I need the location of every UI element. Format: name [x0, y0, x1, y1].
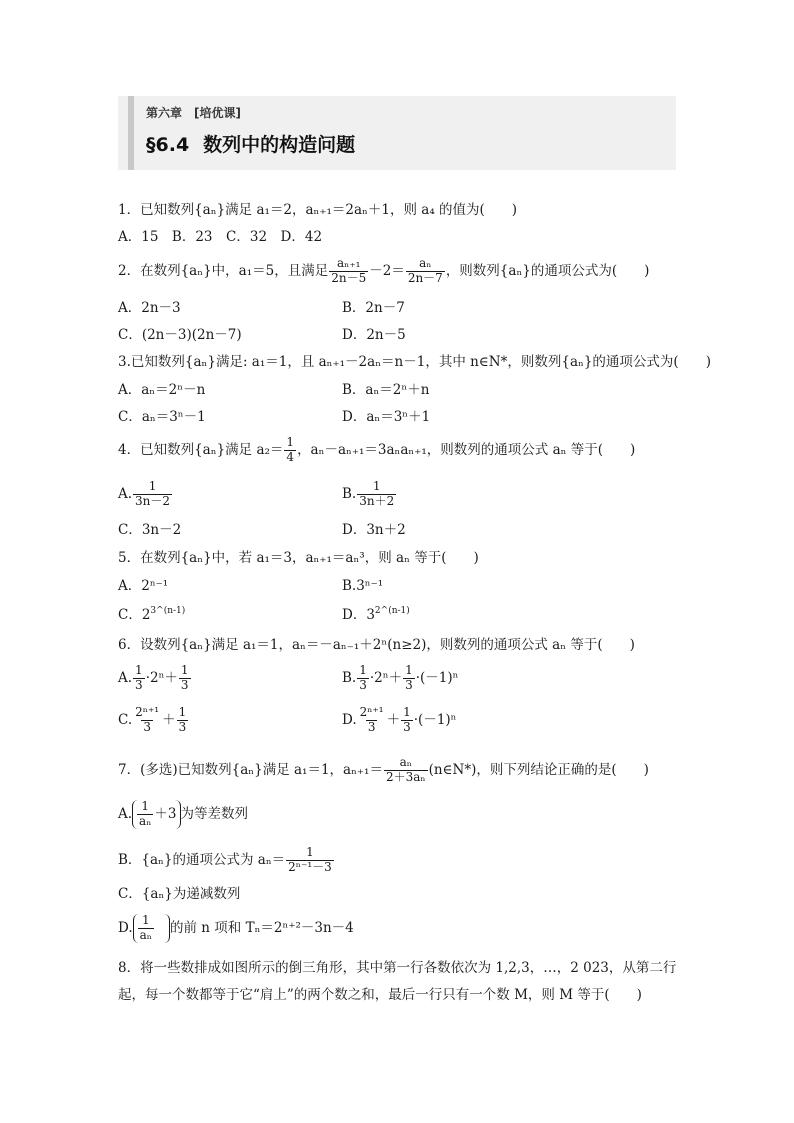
q6-b-f2-den: 3 — [405, 677, 413, 692]
q4-a-num: 1 — [148, 479, 157, 493]
q6-b-frac-2 — [403, 664, 415, 693]
q2-f1-den: 2n－5 — [331, 270, 367, 285]
q4-fraction — [284, 436, 296, 465]
q6-a-label: A. — [118, 669, 133, 686]
q2-fraction-2 — [406, 257, 445, 286]
q7-a-braces — [132, 800, 180, 829]
q3-option-c: C．aₙ＝3ⁿ－1 — [118, 409, 206, 425]
q4-b-fraction — [357, 480, 396, 509]
q5-d-exponent: 2^(n-1) — [374, 606, 410, 616]
question-8-line-1: 8．将一些数排成如图所示的倒三角形，其中第一行各数依次为 1,2,3，…，2 023，从第二行 — [118, 960, 677, 976]
q2-option-b: B．2n－7 — [342, 300, 405, 316]
q4-option-a — [118, 480, 173, 509]
q2-stem-pre: 2．在数列{aₙ}中，a₁＝5，且满足 — [118, 262, 329, 279]
q6-a-f1-den: 3 — [135, 677, 143, 692]
q7-option-d — [118, 914, 354, 943]
header-accent-bar — [128, 96, 134, 170]
question-1-options: A．15 B．23 C．32 D．42 — [118, 229, 323, 245]
q6-option-b — [342, 664, 459, 693]
q7-fraction — [384, 756, 428, 785]
q2-f1-num: aₙ₊₁ — [336, 256, 361, 270]
q7-b-den: 2ⁿ⁻¹－3 — [288, 859, 332, 874]
q6-d-frac-1 — [358, 706, 386, 735]
q6-b-f1-num: 1 — [359, 663, 367, 677]
q7-f-num: aₙ — [399, 755, 412, 769]
q7-stem-post: (n∈N*)，则下列结论正确的是( ) — [428, 761, 649, 778]
q2-stem-post: ，则数列{aₙ}的通项公式为( ) — [445, 262, 650, 279]
question-7-stem — [118, 756, 649, 785]
q6-d-f2-den: 3 — [403, 719, 411, 734]
q5-option-b: B.3ⁿ⁻¹ — [342, 578, 384, 594]
question-3-stem: 3.已知数列{aₙ}满足: a₁＝1，且 aₙ₊₁－2aₙ＝n－1，其中 n∈N*，则数列{aₙ}的通项公式为( ) — [118, 354, 711, 370]
q7-option-b — [118, 846, 335, 875]
q4-b-label: B. — [342, 485, 357, 502]
q4-b-num: 1 — [372, 479, 381, 493]
q5-c-exponent: 3^(n-1) — [150, 606, 186, 616]
q6-b-text-2: ·(－1)ⁿ — [415, 669, 459, 686]
q6-a-f2-num: 1 — [180, 663, 189, 677]
q4-b-den: 3n＋2 — [359, 493, 395, 508]
q6-d-frac-2 — [401, 706, 413, 735]
q4-f-num: 1 — [286, 435, 295, 449]
q4-option-b — [342, 480, 397, 509]
section-number: §6.4 — [146, 134, 190, 156]
q6-option-a — [118, 664, 192, 693]
q6-b-f2-num: 1 — [405, 663, 413, 677]
q2-f2-num: aₙ — [419, 256, 432, 270]
q6-option-c — [118, 706, 189, 735]
q6-d-label: D. — [342, 711, 357, 728]
q7-a-brace-tail: ＋3 — [154, 805, 177, 822]
q7-a-fraction — [137, 800, 153, 829]
q7-d-den: aₙ — [139, 927, 152, 942]
q2-f2-den: 2n－7 — [407, 270, 443, 285]
q6-c-f1-den: 3 — [143, 719, 151, 734]
chapter-tag: [培优课] — [194, 106, 241, 120]
q6-d-f1-den: 3 — [367, 719, 376, 734]
q6-a-frac-2 — [179, 664, 191, 693]
question-1-stem: 1．已知数列{aₙ}满足 a₁＝2，aₙ₊₁＝2aₙ＋1，则 a₄ 的值为( ) — [118, 202, 518, 218]
chapter-label — [146, 104, 241, 121]
q6-c-frac-1 — [133, 706, 161, 735]
q2-option-d: D．2n－5 — [342, 327, 406, 343]
q3-option-a: A．aₙ＝2ⁿ－n — [118, 382, 206, 398]
q4-a-den: 3n－2 — [135, 493, 171, 508]
q4-stem-post: ，aₙ－aₙ₊₁＝3aₙaₙ₊₁，则数列的通项公式 aₙ 等于( ) — [297, 441, 636, 458]
q7-option-c: C．{aₙ}为递减数列 — [118, 886, 241, 902]
q7-a-num: 1 — [141, 799, 150, 813]
q6-b-f1-den: 3 — [359, 677, 367, 692]
q4-f-den: 4 — [286, 449, 295, 464]
q6-b-label: B. — [342, 669, 357, 686]
q6-d-f1-num: 2ⁿ⁺¹ — [359, 705, 384, 719]
q5-d-label: D．3 — [342, 607, 375, 623]
q6-a-f2-den: 3 — [180, 677, 189, 692]
q6-option-d — [342, 706, 457, 735]
q6-c-frac-2 — [177, 706, 189, 735]
q5-option-a: A．2ⁿ⁻¹ — [118, 578, 169, 594]
chapter-name: 第六章 — [146, 106, 183, 120]
q6-a-frac-1 — [133, 664, 145, 693]
q4-stem-pre: 4．已知数列{aₙ}满足 a₂＝ — [118, 441, 284, 458]
q3-option-d: D．aₙ＝3ⁿ＋1 — [342, 409, 431, 425]
q5-option-c — [118, 606, 185, 623]
question-8-line-2: 起，每一个数都等于它“肩上”的两个数之和，最后一行只有一个数 M，则 M 等于( ) — [118, 987, 642, 1003]
q6-a-text: ·2ⁿ＋ — [145, 669, 178, 686]
q6-c-f1-num: 2ⁿ⁺¹ — [135, 705, 160, 719]
q2-fraction-1 — [329, 257, 368, 286]
q6-d-tail: ·(－1)ⁿ — [413, 711, 457, 728]
q6-c-f2-num: 1 — [178, 705, 187, 719]
page-title — [146, 130, 355, 157]
q3-option-b: B．aₙ＝2ⁿ＋n — [342, 382, 430, 398]
q7-d-braces — [133, 914, 170, 943]
q7-a-label: A. — [118, 805, 133, 822]
question-6-stem: 6．设数列{aₙ}满足 a₁＝1，aₙ＝－aₙ₋₁＋2ⁿ(n≥2)，则数列的通项公式 aₙ 等于( ) — [118, 637, 635, 653]
q7-a-text: 为等差数列 — [180, 805, 248, 822]
section-title: 数列中的构造问题 — [203, 134, 356, 156]
q6-b-frac-1 — [357, 664, 369, 693]
q4-option-c: C．3n－2 — [118, 522, 182, 538]
q6-c-mid: ＋ — [162, 711, 176, 728]
q4-a-label: A. — [118, 485, 133, 502]
q7-a-den: aₙ — [139, 813, 152, 828]
q5-c-label: C．2 — [118, 607, 151, 623]
q6-a-f1-num: 1 — [135, 663, 143, 677]
q7-d-fraction — [138, 914, 154, 943]
q4-a-fraction — [133, 480, 172, 509]
q6-d-mid: ＋ — [386, 711, 401, 728]
q2-mid: －2＝ — [369, 262, 405, 279]
q2-option-c: C．(2n－3)(2n－7) — [118, 327, 242, 343]
q7-b-num: 1 — [306, 845, 314, 859]
q7-option-a — [118, 800, 248, 829]
q7-d-num: 1 — [142, 913, 150, 927]
question-4-stem — [118, 436, 635, 465]
q6-d-f2-num: 1 — [403, 705, 411, 719]
q7-stem-pre: 7．(多选)已知数列{aₙ}满足 a₁＝1，aₙ₊₁＝ — [118, 761, 383, 778]
q4-option-d: D．3n＋2 — [342, 522, 406, 538]
q7-b-pre: B．{aₙ}的通项公式为 aₙ＝ — [118, 851, 286, 868]
q7-b-fraction — [286, 846, 334, 875]
q7-d-label: D. — [118, 919, 133, 936]
q6-c-label: C. — [118, 711, 133, 728]
q7-f-den: 2＋3aₙ — [385, 769, 426, 784]
q7-d-text: 的前 n 项和 Tₙ＝2ⁿ⁺²－3n－4 — [170, 919, 354, 936]
q5-option-d — [342, 606, 410, 623]
q2-option-a: A．2n－3 — [118, 300, 181, 316]
question-2-stem — [118, 257, 649, 286]
question-5-stem: 5．在数列{aₙ}中，若 a₁＝3，aₙ₊₁＝aₙ³，则 aₙ 等于( ) — [118, 550, 479, 566]
q6-b-text-1: ·2ⁿ＋ — [369, 669, 403, 686]
q6-c-f2-den: 3 — [178, 719, 187, 734]
